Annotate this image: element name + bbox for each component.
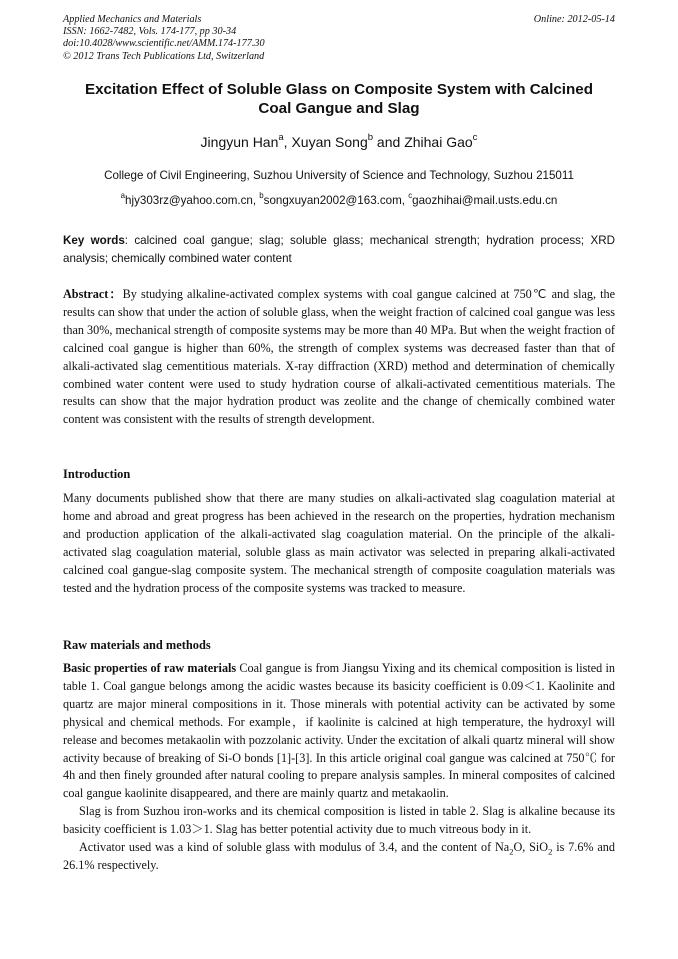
- email-list: [40, 193, 638, 208]
- author-list: [40, 133, 638, 151]
- raw-materials-paragraph-3: [63, 839, 615, 875]
- keywords-label: Key words: [63, 234, 125, 247]
- author-separator: and: [373, 134, 405, 150]
- email-superscript: a: [120, 191, 126, 201]
- online-date: Online: 2012-05-14: [533, 14, 615, 25]
- raw-materials-heading: Raw materials and methods: [63, 638, 211, 652]
- author-name: Jingyun Han: [200, 134, 279, 150]
- subscript: 2: [548, 846, 553, 857]
- paragraph-text: is 7.6% and 26.1% respectively.: [63, 840, 615, 872]
- paragraph-text: Coal gangue is from Jiangsu Yixing and its chemical composition is listed in table 1. Coal gangue belongs among the acidic wastes because its basicity coefficient is 0.09＜1. Kaolinite and quartz are major mineral compositions in it. Those minerals with potential activity can be activated by some physical and chemical methods. For example，if kaolinite is calcined at high temperature, the hydroxyl will release and becomes metakaolin with pozzolanic activity. Under the excitation of alkali quartz mineral will show activity because of breaking of Si-O bonds [1]-[3]. In this article original coal gangue was calcined at 750℃ for 4h and then finely grounded after natural cooling to prepare analysis samples. In mineral composites of calcined coal gangue kaolinite disappeared, and there are mainly quartz and metakaolin.: [63, 661, 615, 801]
- author-name: Zhihai Gao: [404, 134, 473, 150]
- abstract-text: By studying alkaline-activated complex systems with coal gangue calcined at 750℃ and slag, the results can show that under the action of soluble glass, when the weight fraction of calcined coal gangue was less than 30%, mechanical strength of composite systems may be more than 40 MPa. But when the weight fraction of calcined coal gangue is higher than 60%, the strength of complex systems was decreased faster than that of alkali-activated slag cementitious materials. X-ray diffraction (XRD) method and determination of chemically combined water content were used to study hydration course of alkali-activated cementitious materials. The results can show that the major hydration product was zeolite and the change of chemically combined water content was consistent with the results of strength development.: [63, 287, 615, 427]
- abstract-block: [63, 286, 615, 429]
- author-superscript: a: [278, 132, 284, 144]
- email-address[interactable]: songxuyan2002@163.com,: [263, 194, 409, 207]
- keywords-block: [63, 232, 615, 269]
- journal-header: [63, 14, 615, 63]
- author-superscript: c: [472, 132, 478, 144]
- abstract-label: Abstract: [63, 287, 109, 301]
- journal-name: Applied Mechanics and Materials: [63, 14, 202, 25]
- title-line-1: Excitation Effect of Soluble Glass on Composite System with Calcined: [84, 81, 594, 98]
- abstract-colon: ：: [108, 287, 123, 301]
- keywords-text: : calcined coal gangue; slag; soluble glass; mechanical strength; hydration process; XRD analysis; chemically combined water content: [63, 234, 615, 266]
- introduction-body: [63, 490, 615, 597]
- introduction-heading: Introduction: [63, 467, 131, 481]
- paper-title: [40, 80, 638, 118]
- raw-materials-paragraph-2: Slag is from Suzhou iron-works and its chemical composition is listed in table 2. Slag is alkaline because its basicity coefficient is 1.03＞1. Slag has better potential activity due to much vitreous body in it.: [63, 804, 615, 837]
- author-name: Xuyan Song: [291, 134, 368, 150]
- raw-materials-paragraph-1: [63, 660, 615, 803]
- abstract-paragraph: [63, 286, 615, 429]
- paragraph-text: Activator used was a kind of soluble glass with modulus of 3.4, and the content of Na: [79, 840, 510, 855]
- introduction-paragraph: Many documents published show that there are many studies on alkali-activated slag coagulation material at home and abroad and great progress has been achieved in the research on the properties, hydration mechanism and production application of the alkali-activated slag coagulation material. On the principle of the alkali-activated slag coagulation material, soluble glass as main activator was selected in preparing alkali-activated calcined coal gangue-slag composite system. The mechanical strength of composite coagulation materials was tested and the hydration process of the composite systems was tracked to measure.: [63, 491, 615, 595]
- email-address[interactable]: hjy303rz@yahoo.com.cn,: [125, 194, 260, 207]
- email-superscript: b: [259, 191, 264, 201]
- author-superscript: b: [367, 132, 374, 144]
- copyright-line: © 2012 Trans Tech Publications Ltd, Switzerland: [63, 50, 265, 62]
- raw-materials-body: [63, 660, 615, 875]
- email-address[interactable]: gaozhihai@mail.usts.edu.cn: [412, 194, 558, 207]
- affiliation: College of Civil Engineering, Suzhou University of Science and Technology, Suzhou 215011: [104, 169, 574, 182]
- issn-line: ISSN: 1662-7482, Vols. 174-177, pp 30-34: [63, 26, 237, 38]
- title-line-2: Coal Gangue and Slag: [258, 100, 420, 117]
- doi-line: doi:10.4028/www.scientific.net/AMM.174-177.30: [63, 38, 265, 50]
- subscript: 2: [509, 846, 514, 857]
- subsection-label: Basic properties of raw materials: [63, 661, 237, 675]
- paragraph-text: O, SiO: [513, 840, 549, 855]
- author-separator: ,: [283, 134, 292, 150]
- email-superscript: c: [408, 191, 413, 201]
